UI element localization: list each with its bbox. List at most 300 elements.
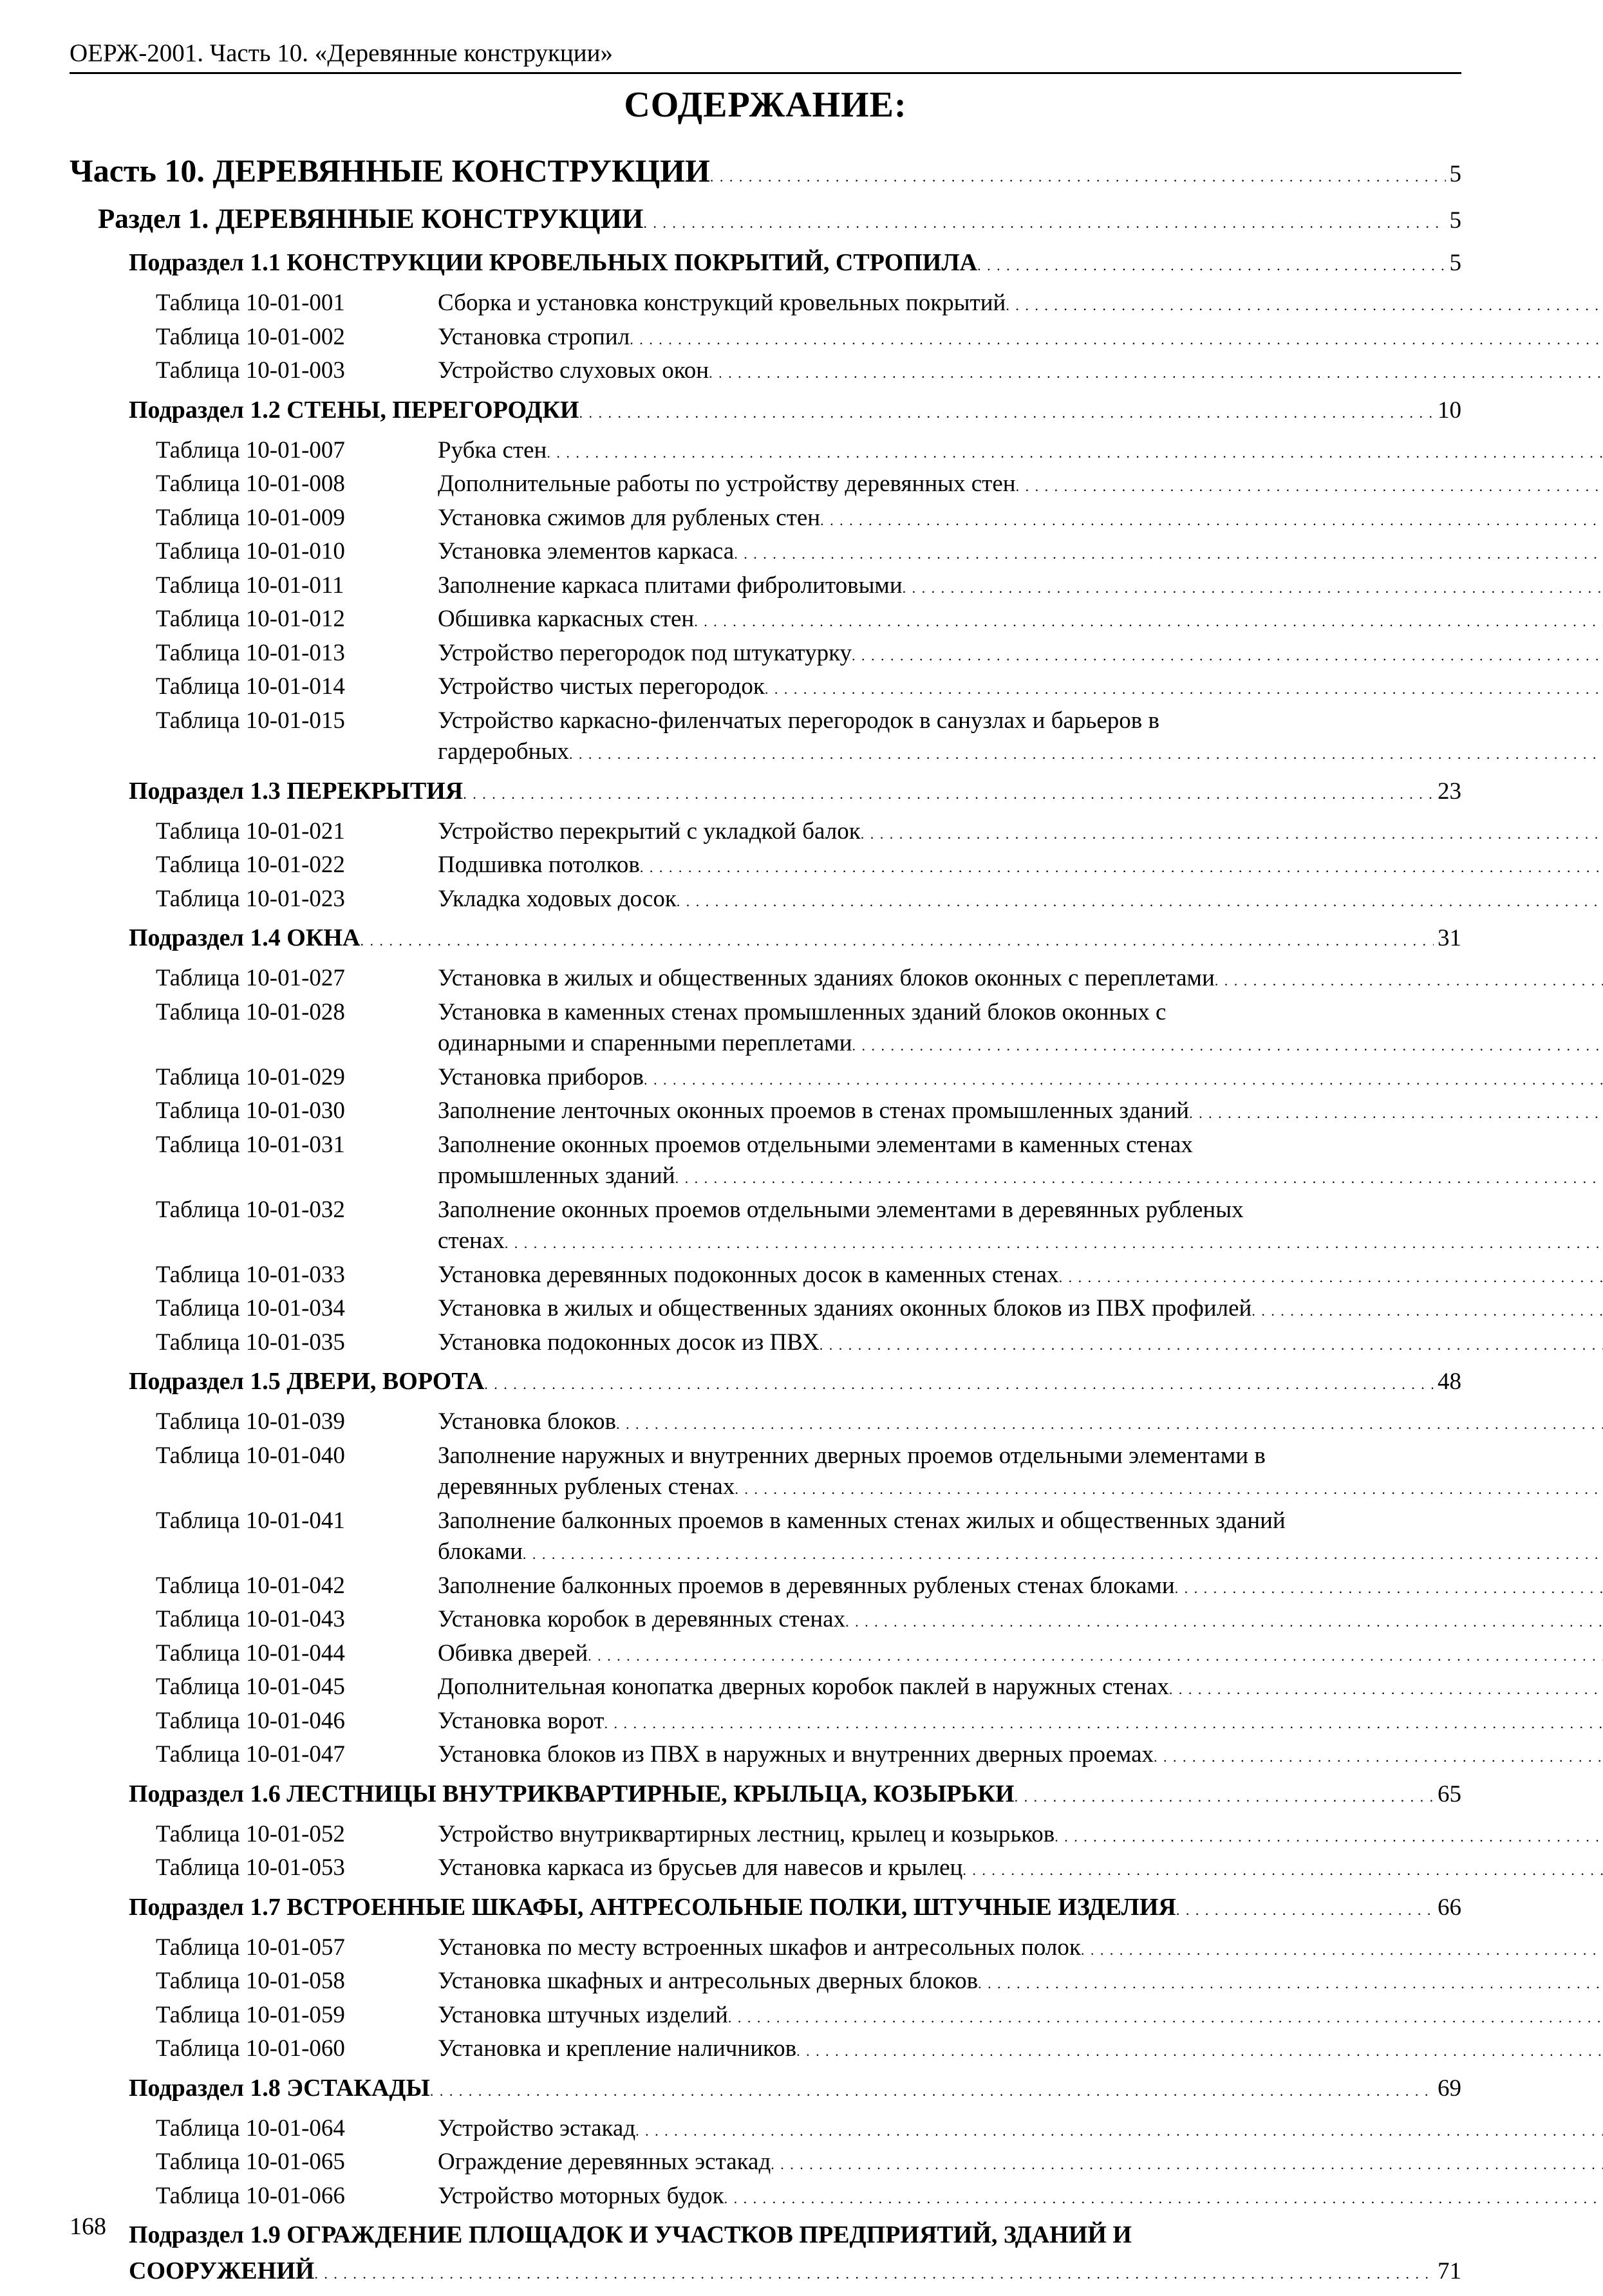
toc-entry-title: Установка каркаса из брусьев для навесов и крылец	[438, 1854, 963, 1881]
toc-dot-leader	[765, 671, 1603, 705]
toc-table-code: Таблица 10-01-065	[156, 2149, 345, 2175]
toc-table-entry	[70, 1406, 1461, 1441]
toc-entry-line	[438, 963, 1603, 997]
toc-dot-leader	[484, 1363, 1434, 1403]
toc-page-number: 5	[1449, 207, 1461, 234]
toc-dot-leader	[724, 2181, 1603, 2215]
toc-table-code: Таблица 10-01-039	[156, 1408, 345, 1435]
toc-entry-line	[438, 1853, 1603, 1887]
toc-entry-title: Заполнение оконных проемов отдельными элементами в деревянных рубленых	[438, 1196, 1244, 1223]
toc-dot-leader	[505, 1226, 1603, 1260]
toc-entry-line	[438, 1604, 1603, 1638]
toc-table-body	[438, 1604, 1603, 1638]
toc-dot-leader	[978, 1966, 1603, 2000]
toc-table-body	[438, 536, 1603, 570]
toc-entry-line	[438, 604, 1603, 638]
toc-subsection-heading	[70, 245, 1461, 284]
toc-table-body	[438, 570, 1603, 604]
toc-dot-leader	[1015, 1776, 1434, 1815]
toc-table-entry	[70, 604, 1461, 638]
toc-heading-title-cont: СООРУЖЕНИЙ	[129, 2257, 315, 2284]
toc-table-code: Таблица 10-01-052	[156, 1820, 345, 1847]
toc-table-body	[438, 435, 1603, 469]
toc-page-number: 71	[1438, 2258, 1461, 2284]
toc-dot-leader	[1175, 1571, 1603, 1605]
toc-heading-title: Подраздел 1.9 ОГРАЖДЕНИЕ ПЛОЩАДОК И УЧАСТКОВ ПРЕДПРИЯТИЙ, ЗДАНИЙ И	[129, 2221, 1132, 2248]
toc-table-code: Таблица 10-01-035	[156, 1329, 345, 1356]
toc-entry-title: Обивка дверей	[438, 1639, 588, 1666]
toc-table-entry	[70, 1195, 1461, 1260]
toc-heading-line	[129, 2253, 1461, 2292]
toc-table-body	[438, 1195, 1603, 1260]
toc-table-body	[438, 503, 1603, 537]
toc-entry-title: Устройство эстакад	[438, 2114, 636, 2142]
toc-dot-leader	[820, 1327, 1603, 1361]
toc-dot-leader	[588, 1638, 1603, 1672]
toc-table-code: Таблица 10-01-047	[156, 1741, 345, 1768]
toc-table-code: Таблица 10-01-034	[156, 1295, 345, 1321]
toc-table-entry	[70, 2033, 1461, 2067]
toc-table-body	[438, 1441, 1603, 1506]
toc-heading-title: Подраздел 1.5 ДВЕРИ, ВОРОТА	[129, 1368, 485, 1395]
toc-table-body	[438, 355, 1603, 389]
toc-table-entry	[70, 1130, 1461, 1195]
toc-table-entry	[70, 469, 1461, 503]
toc-table-code: Таблица 10-01-002	[156, 323, 345, 350]
toc-entry-title-cont: одинарными и спаренными переплетами	[438, 1030, 852, 1056]
toc-table-entry	[70, 503, 1461, 537]
toc-table-body	[438, 1853, 1603, 1887]
toc-table-entry	[70, 1327, 1461, 1361]
toc-entry-title-cont: промышленных зданий	[438, 1162, 675, 1189]
toc-table-code: Таблица 10-01-012	[156, 606, 345, 632]
toc-entry-title: Заполнение балконных проемов в каменных стенах жилых и общественных зданий	[438, 1507, 1286, 1534]
toc-table-code: Таблица 10-01-057	[156, 1934, 345, 1961]
toc-page-number: 10	[1438, 397, 1461, 424]
toc-dot-leader	[977, 245, 1445, 284]
toc-entry-title: Установка в каменных стенах промышленных зданий блоков оконных с	[438, 998, 1167, 1025]
toc-entry-title: Установка по месту встроенных шкафов и антресольных полок	[438, 1934, 1081, 1961]
toc-entry-title: Сборка и установка конструкций кровельных покрытий	[438, 290, 1006, 316]
toc-entry-title: Заполнение каркаса плитами фибролитовыми	[438, 572, 903, 599]
header-rule	[70, 72, 1461, 74]
toc-table-entry	[70, 997, 1461, 1062]
toc-entry-line	[438, 570, 1603, 604]
toc-table-code: Таблица 10-01-044	[156, 1639, 345, 1666]
toc-heading-title: Подраздел 1.8 ЭСТАКАДЫ	[129, 2074, 430, 2102]
toc-dot-leader	[845, 1604, 1603, 1638]
toc-table-code: Таблица 10-01-022	[156, 852, 345, 878]
running-header: ОЕРЖ-2001. Часть 10. «Деревянные конструкции»	[70, 39, 614, 67]
toc-table-entry	[70, 1638, 1461, 1672]
toc-entry-line	[438, 1932, 1603, 1966]
toc-page-number: 66	[1438, 1894, 1461, 1921]
toc-dot-leader	[962, 1853, 1603, 1887]
toc-dot-leader	[630, 322, 1603, 356]
toc-dot-leader	[677, 884, 1603, 918]
toc-heading-title: Подраздел 1.3 ПЕРЕКРЫТИЯ	[129, 777, 464, 805]
toc-entry-title: Установка подоконных досок из ПВХ	[438, 1329, 820, 1356]
toc-entry-title: Установка ворот	[438, 1707, 605, 1734]
toc-table-body	[438, 816, 1603, 850]
toc-entry-title-cont: стенах	[438, 1227, 505, 1254]
toc-heading-line	[129, 392, 1461, 431]
page-title: СОДЕРЖАНИЕ:	[624, 85, 907, 125]
toc-table-code: Таблица 10-01-028	[156, 998, 345, 1025]
toc-subsection-heading	[70, 392, 1461, 431]
toc-table-body	[438, 671, 1603, 705]
toc-dot-leader	[796, 2033, 1603, 2067]
toc-dot-leader	[728, 2000, 1603, 2034]
toc-table-entry	[70, 671, 1461, 705]
toc-table-code: Таблица 10-01-011	[156, 572, 344, 599]
toc-table-body	[438, 1638, 1603, 1672]
toc-table-entry	[70, 1853, 1461, 1887]
toc-table-entry	[70, 2113, 1461, 2147]
toc-table-body	[438, 1819, 1603, 1853]
toc-subsection-heading	[70, 1889, 1461, 1928]
toc-table-body	[438, 1506, 1603, 1571]
toc-table-code: Таблица 10-01-007	[156, 436, 345, 463]
toc-table-body	[438, 1672, 1603, 1706]
toc-dot-leader	[1055, 1819, 1603, 1853]
toc-entry-title: Заполнение балконных проемов в деревянных рубленых стенах блоками	[438, 1572, 1175, 1599]
toc-dot-leader	[360, 920, 1434, 959]
toc-table-code: Таблица 10-01-003	[156, 357, 345, 384]
toc-table-body	[438, 705, 1603, 770]
toc-table-entry	[70, 1062, 1461, 1096]
toc-table-code: Таблица 10-01-014	[156, 673, 345, 700]
toc-table-entry	[70, 570, 1461, 604]
toc-table-code: Таблица 10-01-030	[156, 1097, 345, 1124]
toc-table-body	[438, 604, 1603, 638]
toc-table-body	[438, 1327, 1603, 1361]
toc-table-code: Таблица 10-01-059	[156, 2001, 345, 2028]
toc-section-heading	[70, 201, 1461, 242]
toc-table-body	[438, 469, 1603, 503]
toc-table-code: Таблица 10-01-001	[156, 290, 345, 316]
toc-entry-line	[438, 1706, 1603, 1740]
toc-dot-leader	[314, 2253, 1434, 2292]
toc-entry-title: Устройство каркасно-филенчатых перегородок в санузлах и барьеров в	[438, 707, 1159, 734]
toc-entry-line	[438, 1096, 1603, 1130]
toc-entry-title: Установка в жилых и общественных зданиях оконных блоков из ПВХ профилей	[438, 1295, 1252, 1321]
toc-dot-leader	[675, 1161, 1603, 1195]
toc-entry-title: Устройство перегородок под штукатурку	[438, 639, 852, 666]
toc-page-number: 5	[1449, 161, 1461, 187]
toc-heading-line	[129, 2070, 1461, 2109]
toc-entry-title: Ограждение деревянных эстакад	[438, 2149, 771, 2175]
toc-table-code: Таблица 10-01-040	[156, 1442, 345, 1469]
toc-entry-line	[438, 2147, 1603, 2181]
toc-heading-line	[129, 1776, 1461, 1815]
toc-table-entry	[70, 536, 1461, 570]
toc-table-entry	[70, 288, 1461, 322]
toc-heading-line	[129, 245, 1461, 284]
toc-entry-line	[438, 1327, 1603, 1361]
toc-entry-title: Установка коробок в деревянных стенах	[438, 1606, 846, 1632]
toc-page-number: 23	[1438, 778, 1461, 805]
toc-entry-line	[438, 1161, 1603, 1195]
toc-dot-leader	[604, 1706, 1603, 1740]
toc-entry-title: Дополнительные работы по устройству деревянных стен	[438, 471, 1016, 497]
toc-entry-line	[438, 1293, 1603, 1327]
toc-dot-leader	[523, 1536, 1603, 1571]
toc-entry-line	[438, 884, 1603, 918]
toc-entry-line	[438, 736, 1603, 770]
toc-table-code: Таблица 10-01-042	[156, 1572, 345, 1599]
toc-dot-leader	[1006, 288, 1603, 322]
toc-table-code: Таблица 10-01-010	[156, 538, 345, 565]
toc-entry-title: Установка блоков из ПВХ в наружных и внутренних дверных проемах	[438, 1741, 1154, 1768]
toc-entry-title: Подшивка потолков	[438, 852, 640, 878]
toc-heading-title: Часть 10. ДЕРЕВЯННЫЕ КОНСТРУКЦИИ	[70, 153, 710, 189]
toc-heading-line	[129, 1363, 1461, 1403]
toc-dot-leader	[861, 816, 1603, 850]
toc-entry-title: Установка стропил	[438, 323, 630, 350]
toc-entry-line	[438, 2181, 1603, 2215]
toc-entry-line	[438, 1536, 1603, 1571]
toc-heading-line	[129, 920, 1461, 959]
toc-entry-line	[438, 322, 1603, 356]
toc-table-code: Таблица 10-01-066	[156, 2182, 345, 2209]
toc-dot-leader	[644, 1062, 1603, 1096]
toc-heading-line	[129, 1889, 1461, 1928]
toc-table-entry	[70, 963, 1461, 997]
toc-table-entry	[70, 1739, 1461, 1773]
toc-heading-line	[70, 149, 1461, 198]
toc-entry-line	[438, 1672, 1603, 1706]
toc-heading-line	[98, 201, 1461, 242]
toc-table-code: Таблица 10-01-008	[156, 471, 345, 497]
toc-table-entry	[70, 1506, 1461, 1571]
toc-entry-title: Установка шкафных и антресольных дверных блоков	[438, 1968, 979, 1994]
toc-table-code: Таблица 10-01-046	[156, 1707, 345, 1734]
toc-entry-title: Устройство моторных будок	[438, 2182, 724, 2209]
toc-table-entry	[70, 1604, 1461, 1638]
toc-part-heading	[70, 149, 1461, 198]
toc-table-entry	[70, 1441, 1461, 1506]
toc-table-entry	[70, 1706, 1461, 1740]
toc-entry-line	[438, 816, 1603, 850]
toc-heading-title: Подраздел 1.4 ОКНА	[129, 924, 361, 951]
toc-table-body	[438, 1966, 1603, 2000]
toc-table-entry	[70, 435, 1461, 469]
toc-heading-title: Подраздел 1.2 СТЕНЫ, ПЕРЕГОРОДКИ	[129, 396, 579, 424]
toc-dot-leader	[820, 503, 1603, 537]
toc-entry-line	[438, 536, 1603, 570]
toc-table-code: Таблица 10-01-027	[156, 965, 345, 991]
toc-entry-line	[438, 469, 1603, 503]
toc-table-code: Таблица 10-01-032	[156, 1196, 345, 1223]
toc-table-entry	[70, 1260, 1461, 1294]
toc-table-body	[438, 997, 1603, 1062]
toc-entry-title: Установка штучных изделий	[438, 2001, 728, 2028]
toc-dot-leader	[1081, 1932, 1603, 1966]
toc-table-code: Таблица 10-01-064	[156, 2114, 345, 2142]
toc-entry-title: Укладка ходовых досок	[438, 885, 677, 912]
toc-table-body	[438, 963, 1603, 997]
toc-dot-leader	[1189, 1096, 1603, 1130]
toc-entry-line	[438, 288, 1603, 322]
toc-dot-leader	[579, 392, 1434, 431]
toc-table-code: Таблица 10-01-023	[156, 885, 345, 912]
toc-entry-title: Установка блоков	[438, 1408, 617, 1435]
toc-table-body	[438, 1706, 1603, 1740]
toc-heading-title: Подраздел 1.7 ВСТРОЕННЫЕ ШКАФЫ, АНТРЕСОЛЬНЫЕ ПОЛКИ, ШТУЧНЫЕ ИЗДЕЛИЯ	[129, 1893, 1176, 1921]
toc-table-body	[438, 1130, 1603, 1195]
toc-dot-leader	[569, 736, 1603, 770]
toc-table-entry	[70, 1571, 1461, 1605]
toc-table-entry	[70, 2000, 1461, 2034]
toc-dot-leader	[852, 1028, 1603, 1062]
toc-table-entry	[70, 355, 1461, 389]
toc-dot-leader	[1215, 963, 1603, 997]
toc-entry-title-cont: блоками	[438, 1538, 523, 1565]
toc-table-body	[438, 288, 1603, 322]
toc-entry-line	[438, 1966, 1603, 2000]
toc-dot-leader	[903, 570, 1603, 604]
toc-table-body	[438, 2147, 1603, 2181]
toc-heading-line	[129, 773, 1461, 812]
toc-dot-leader	[852, 638, 1603, 672]
toc-table-entry	[70, 1819, 1461, 1853]
toc-table-body	[438, 1739, 1603, 1773]
toc-heading-title: Подраздел 1.6 ЛЕСТНИЦЫ ВНУТРИКВАРТИРНЫЕ, КРЫЛЬЦА, КОЗЫРЬКИ	[129, 1780, 1015, 1807]
toc-entry-line	[438, 1638, 1603, 1672]
toc-entry-line	[438, 503, 1603, 537]
toc-dot-leader	[1154, 1739, 1603, 1773]
toc-dot-leader	[1251, 1293, 1603, 1327]
toc-subsection-heading	[70, 1363, 1461, 1403]
toc-dot-leader	[643, 201, 1445, 242]
toc-subsection-heading	[70, 773, 1461, 812]
toc-entry-line	[438, 435, 1603, 469]
toc-table-code: Таблица 10-01-031	[156, 1131, 345, 1158]
toc-page-number: 5	[1449, 250, 1461, 276]
toc-entry-title: Установка приборов	[438, 1063, 644, 1090]
toc-page-number: 69	[1438, 2075, 1461, 2102]
toc-dot-leader	[1169, 1672, 1603, 1706]
toc-table-body	[438, 884, 1603, 918]
toc-table-body	[438, 2113, 1603, 2147]
toc-entry-title: Установка в жилых и общественных зданиях блоков оконных с переплетами	[438, 965, 1215, 991]
table-of-contents	[70, 149, 1461, 2296]
toc-entry-line	[438, 850, 1603, 884]
toc-table-entry	[70, 705, 1461, 770]
toc-table-body	[438, 638, 1603, 672]
toc-heading-title: Раздел 1. ДЕРЕВЯННЫЕ КОНСТРУКЦИИ	[98, 204, 644, 234]
toc-table-body	[438, 322, 1603, 356]
toc-table-body	[438, 850, 1603, 884]
toc-table-entry	[70, 1096, 1461, 1130]
toc-entry-line	[438, 1739, 1603, 1773]
toc-table-entry	[70, 816, 1461, 850]
toc-dot-leader	[547, 435, 1603, 469]
toc-subsection-heading	[70, 1776, 1461, 1815]
toc-table-body	[438, 2033, 1603, 2067]
toc-table-entry	[70, 2147, 1461, 2181]
toc-entry-title: Заполнение ленточных оконных проемов в стенах промышленных зданий	[438, 1097, 1190, 1124]
toc-dot-leader	[771, 2147, 1603, 2181]
toc-entry-title: Установка сжимов для рубленых стен	[438, 504, 821, 531]
toc-entry-title: Заполнение оконных проемов отдельными элементами в каменных стенах	[438, 1131, 1193, 1158]
toc-entry-line	[438, 2033, 1603, 2067]
toc-table-body	[438, 1406, 1603, 1441]
toc-entry-title: Рубка стен	[438, 436, 547, 463]
toc-table-code: Таблица 10-01-060	[156, 2035, 345, 2062]
toc-page-number: 48	[1438, 1368, 1461, 1395]
toc-table-entry	[70, 322, 1461, 356]
toc-entry-title: Дополнительная конопатка дверных коробок паклей в наружных стенах	[438, 1674, 1169, 1700]
toc-table-code: Таблица 10-01-015	[156, 707, 345, 734]
toc-dot-leader	[710, 149, 1446, 198]
toc-entry-line	[438, 671, 1603, 705]
toc-entry-title-cont: деревянных рубленых стенах	[438, 1473, 735, 1500]
toc-entry-line	[438, 1406, 1603, 1441]
toc-entry-title: Устройство слуховых окон	[438, 357, 709, 384]
toc-table-entry	[70, 1932, 1461, 1966]
toc-entry-title-cont: гардеробных	[438, 738, 569, 765]
toc-entry-title: Установка и крепление наличников	[438, 2035, 797, 2062]
toc-entry-title: Устройство перекрытий с укладкой балок	[438, 817, 861, 845]
toc-dot-leader	[463, 773, 1434, 812]
toc-table-body	[438, 1096, 1603, 1130]
toc-entry-line	[438, 638, 1603, 672]
toc-entry-line	[438, 1062, 1603, 1096]
toc-table-body	[438, 1062, 1603, 1096]
toc-table-body	[438, 1571, 1603, 1605]
toc-entry-line	[438, 1028, 1603, 1062]
toc-subsection-heading	[70, 920, 1461, 959]
toc-dot-leader	[616, 1406, 1603, 1441]
toc-entry-title: Заполнение наружных и внутренних дверных проемов отдельными элементами в	[438, 1442, 1266, 1469]
toc-page-number: 31	[1438, 925, 1461, 951]
toc-dot-leader	[430, 2070, 1434, 2109]
toc-dot-leader	[735, 1471, 1603, 1506]
toc-table-code: Таблица 10-01-043	[156, 1606, 345, 1632]
toc-table-entry	[70, 1293, 1461, 1327]
toc-table-code: Таблица 10-01-021	[156, 817, 345, 845]
toc-dot-leader	[635, 2113, 1603, 2147]
toc-entry-title: Установка элементов каркаса	[438, 538, 735, 565]
toc-table-code: Таблица 10-01-058	[156, 1968, 345, 1994]
toc-subsection-heading	[70, 2070, 1461, 2109]
toc-dot-leader	[640, 850, 1603, 884]
toc-table-body	[438, 1293, 1603, 1327]
toc-table-entry	[70, 850, 1461, 884]
toc-entry-title: Устройство внутриквартирных лестниц, крылец и козырьков	[438, 1820, 1055, 1847]
toc-table-entry	[70, 1672, 1461, 1706]
toc-entry-title: Обшивка каркасных стен	[438, 606, 695, 632]
toc-entry-line	[438, 1819, 1603, 1853]
toc-table-entry	[70, 884, 1461, 918]
toc-table-entry	[70, 1966, 1461, 2000]
toc-table-code: Таблица 10-01-033	[156, 1261, 345, 1288]
toc-entry-line	[438, 1471, 1603, 1506]
toc-subsection-heading	[70, 2217, 1461, 2292]
toc-table-code: Таблица 10-01-045	[156, 1674, 345, 1700]
toc-dot-leader	[1176, 1889, 1434, 1928]
toc-table-code: Таблица 10-01-029	[156, 1063, 345, 1090]
toc-entry-line	[438, 2000, 1603, 2034]
toc-table-code: Таблица 10-01-053	[156, 1854, 345, 1881]
toc-page-number: 65	[1438, 1780, 1461, 1807]
toc-heading-title: Подраздел 1.1 КОНСТРУКЦИИ КРОВЕЛЬНЫХ ПОКРЫТИЙ, СТРОПИЛА	[129, 249, 978, 276]
toc-dot-leader	[694, 604, 1603, 638]
toc-entry-line	[438, 1260, 1603, 1294]
toc-entry-title: Установка деревянных подоконных досок в каменных стенах	[438, 1261, 1059, 1288]
